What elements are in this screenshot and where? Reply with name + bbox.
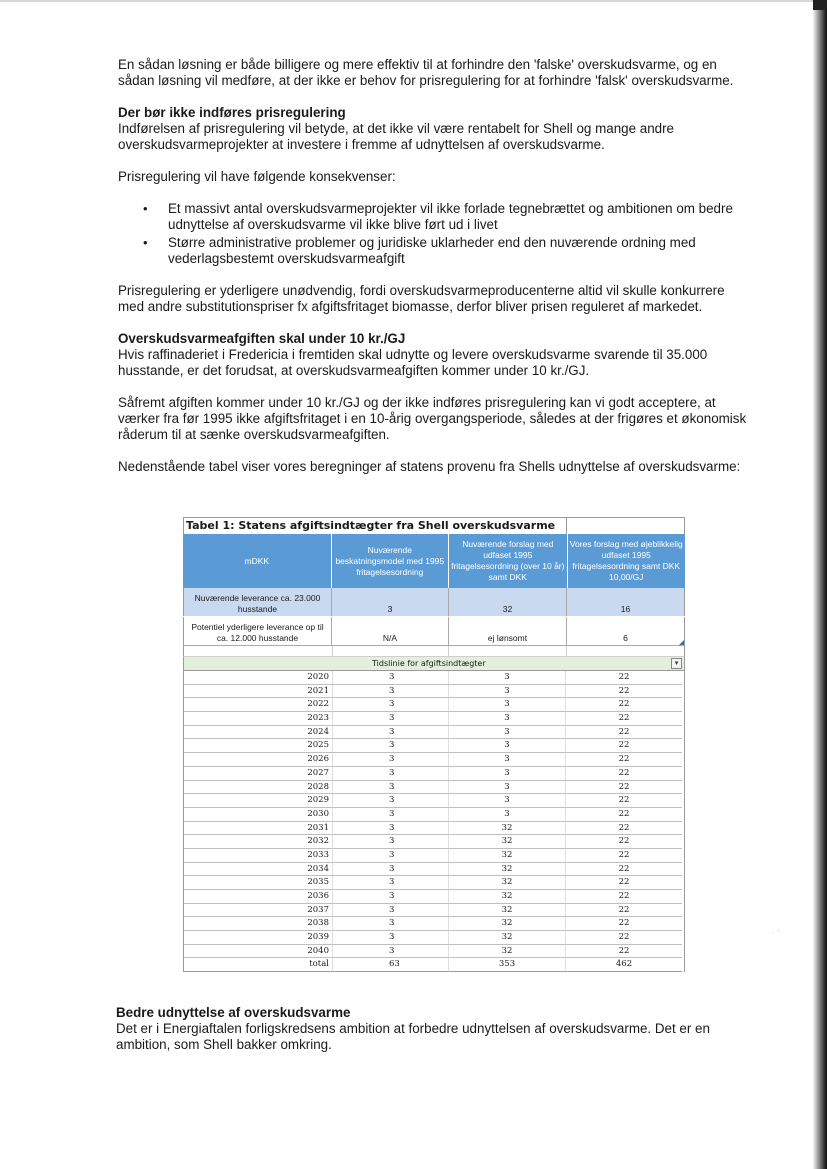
header-cell: Nuværende beskatningsmodel med 1995 fritagelsesordning <box>331 534 449 588</box>
table-title <box>183 517 685 534</box>
bullet-list <box>118 201 748 267</box>
timeline-year: 2035 <box>184 876 332 890</box>
timeline-value: 32 <box>448 835 565 849</box>
revenue-table <box>183 517 685 972</box>
timeline-year: 2031 <box>184 822 332 836</box>
scan-edge-top <box>0 0 827 2</box>
table-cell: 3 <box>331 588 448 616</box>
timeline-value: 3 <box>332 890 448 904</box>
timeline-year: 2032 <box>184 835 332 849</box>
timeline-value: 3 <box>332 794 448 808</box>
paragraph: En sådan løsning er både billigere og mere effektiv til at forhindre den 'falske' overskudsvarme, og en sådan løsning vil medføre, at der ikke er behov for prisregulering for at forhindre 'falsk' overskudsvarme. <box>118 57 734 88</box>
timeline-value: 3 <box>448 753 565 767</box>
timeline-year: 2023 <box>184 712 332 726</box>
timeline-value: 3 <box>448 726 565 740</box>
timeline-value: 3 <box>332 753 448 767</box>
table-cell: N/A <box>331 617 448 645</box>
timeline-value: 22 <box>565 794 682 808</box>
timeline-year: 2029 <box>184 794 332 808</box>
timeline-row <box>183 808 685 822</box>
timeline-row <box>183 863 685 877</box>
paragraph: Indførelsen af prisregulering vil betyde, at det ikke vil være rentabelt for Shell og mange andre overskudsvarmeprojekter at investere i fremme af udnyttelsen af overskudsvarme. <box>118 121 675 152</box>
timeline-value: 3 <box>332 671 448 685</box>
timeline-value: 3 <box>332 767 448 781</box>
scan-edge-right <box>813 0 827 1169</box>
document-body <box>118 57 748 491</box>
section-heading: Der bør ikke indføres prisregulering <box>118 105 346 120</box>
table-cell: 32 <box>448 588 566 616</box>
timeline-value: 32 <box>448 931 565 945</box>
timeline-row <box>183 945 685 959</box>
paragraph: Såfremt afgiften kommer under 10 kr./GJ og der ikke indføres prisregulering kan vi godt acceptere, at værker fra før 1995 ikke afgiftsfritaget i en 10-årig overgangsperiode, således at der frigøres et økonomisk råderum til at sænke overskudsvarmeafgiften. <box>118 395 747 442</box>
timeline-value: 22 <box>565 685 682 699</box>
timeline-year: 2040 <box>184 945 332 959</box>
timeline-year: 2034 <box>184 863 332 877</box>
timeline-value: 3 <box>332 808 448 822</box>
timeline-row <box>183 753 685 767</box>
timeline-value: 3 <box>332 698 448 712</box>
timeline-year: total <box>184 958 332 972</box>
timeline-year: 2039 <box>184 931 332 945</box>
timeline-row <box>183 726 685 740</box>
timeline-value: 22 <box>565 767 682 781</box>
timeline-row <box>183 794 685 808</box>
timeline-value: 22 <box>565 739 682 753</box>
timeline-value: 32 <box>448 917 565 931</box>
paragraph: Nedenstående tabel viser vores beregninger af statens provenu fra Shells udnyttelse af overskudsvarme: <box>118 459 741 474</box>
paragraph: Prisregulering vil have følgende konsekvenser: <box>118 169 396 184</box>
timeline-value: 22 <box>565 822 682 836</box>
table-row <box>183 617 685 646</box>
timeline-year: 2026 <box>184 753 332 767</box>
timeline-row <box>183 890 685 904</box>
timeline-value: 32 <box>448 822 565 836</box>
timeline-year: 2028 <box>184 781 332 795</box>
timeline-year: 2037 <box>184 904 332 918</box>
timeline-value: 22 <box>565 671 682 685</box>
timeline-value: 3 <box>448 712 565 726</box>
timeline-value: 22 <box>565 876 682 890</box>
timeline-row <box>183 849 685 863</box>
bullet-item: • Et massivt antal overskudsvarmeprojekter vil ikke forlade tegnebrættet og ambitionen om bedre udnyttelse af overskudsvarme vil ikke blive ført ud i livet <box>118 201 748 233</box>
timeline-value: 32 <box>448 904 565 918</box>
timeline-value: 22 <box>565 849 682 863</box>
timeline-value: 3 <box>332 781 448 795</box>
table-cell: 6 <box>566 617 685 645</box>
timeline-value: 3 <box>448 685 565 699</box>
table-cell: ej lønsomt <box>448 617 566 645</box>
paragraph: Det er i Energiaftalen forligskredsens ambition at forbedre udnyttelsen af overskudsvarme. Det er en ambition, som Shell bakker omkring. <box>116 1021 710 1052</box>
paragraph: Hvis raffinaderiet i Fredericia i fremtiden skal udnytte og levere overskudsvarme svarende til 35.000 husstande, er det forudsat, at overskudsvarmeafgiften kommer under 10 kr./GJ. <box>118 347 708 378</box>
timeline-value: 22 <box>565 835 682 849</box>
timeline-value: 3 <box>332 739 448 753</box>
timeline-label: Tidslinie for afgiftsindtægter <box>372 659 486 668</box>
timeline-value: 3 <box>332 863 448 877</box>
timeline-value: 3 <box>332 849 448 863</box>
timeline-row <box>183 835 685 849</box>
timeline-year: 2022 <box>184 698 332 712</box>
timeline-value: 3 <box>332 712 448 726</box>
timeline-value: 22 <box>565 890 682 904</box>
timeline-value: 22 <box>565 931 682 945</box>
timeline-row <box>183 958 685 972</box>
timeline-year: 2036 <box>184 890 332 904</box>
closing-section <box>116 1005 746 1053</box>
timeline-row <box>183 739 685 753</box>
timeline-year: 2020 <box>184 671 332 685</box>
timeline-row <box>183 822 685 836</box>
paragraph: Prisregulering er yderligere unødvendig, fordi overskudsvarmeproducenterne altid vil skulle konkurrere med andre substitutionspriser fx afgiftsfritaget biomasse, derfor bliver prisen reguleret af markedet. <box>118 283 725 314</box>
timeline-value: 3 <box>332 876 448 890</box>
timeline-value: 3 <box>332 945 448 959</box>
timeline-row <box>183 767 685 781</box>
timeline-value: 3 <box>332 822 448 836</box>
timeline-value: 3 <box>448 794 565 808</box>
timeline-value: 22 <box>565 917 682 931</box>
timeline-row <box>183 904 685 918</box>
timeline-value: 3 <box>332 685 448 699</box>
filter-dropdown-icon[interactable]: ▾ <box>671 658 682 669</box>
timeline-row <box>183 698 685 712</box>
timeline-value: 3 <box>332 917 448 931</box>
table-spacer-row <box>183 646 685 657</box>
row-label: Potentiel yderligere leverance op til ca. 12.000 husstande <box>183 617 331 645</box>
timeline-value: 22 <box>565 863 682 877</box>
timeline-value: 22 <box>565 904 682 918</box>
table-header <box>183 534 685 588</box>
section-heading: Bedre udnyttelse af overskudsvarme <box>116 1005 351 1020</box>
timeline-value: 462 <box>565 958 682 972</box>
timeline-value: 3 <box>448 739 565 753</box>
timeline-value: 3 <box>448 808 565 822</box>
timeline-year: 2033 <box>184 849 332 863</box>
timeline-body <box>183 671 685 972</box>
timeline-year: 2038 <box>184 917 332 931</box>
header-cell: Nuværende forslag med udfaset 1995 fritagelsesordning (over 10 år) samt DKK <box>448 534 566 588</box>
header-cell: mDKK <box>244 555 270 566</box>
section-heading: Overskudsvarmeafgiften skal under 10 kr./GJ <box>118 331 406 346</box>
timeline-year: 2024 <box>184 726 332 740</box>
timeline-year: 2027 <box>184 767 332 781</box>
timeline-value: 3 <box>448 698 565 712</box>
timeline-value: 22 <box>565 698 682 712</box>
timeline-value: 3 <box>332 726 448 740</box>
timeline-row <box>183 931 685 945</box>
timeline-value: 3 <box>332 904 448 918</box>
timeline-value: 22 <box>565 712 682 726</box>
timeline-value: 3 <box>448 767 565 781</box>
timeline-row <box>183 671 685 685</box>
timeline-year: 2021 <box>184 685 332 699</box>
cell-resize-handle[interactable] <box>679 640 684 645</box>
timeline-value: 3 <box>448 781 565 795</box>
timeline-year: 2030 <box>184 808 332 822</box>
timeline-row <box>183 712 685 726</box>
timeline-value: 3 <box>332 931 448 945</box>
timeline-value: 22 <box>565 808 682 822</box>
timeline-value: 353 <box>448 958 565 972</box>
header-cell: Vores forslag med øjeblikkelig udfaset 1995 fritagelsesordning samt DKK 10,00/GJ <box>567 534 685 588</box>
scan-speckle: · ⁖ <box>771 927 782 938</box>
timeline-value: 32 <box>448 890 565 904</box>
timeline-row <box>183 781 685 795</box>
timeline-value: 22 <box>565 726 682 740</box>
bullet-item: • Større administrative problemer og juridiske uklarheder end den nuværende ordning med vederlagsbestemt overskudsvarmeafgift <box>118 235 748 267</box>
row-label: Nuværende leverance ca. 23.000 husstande <box>183 588 331 616</box>
table-cell: 16 <box>566 588 685 616</box>
timeline-value: 3 <box>448 671 565 685</box>
timeline-row <box>183 685 685 699</box>
timeline-row <box>183 917 685 931</box>
timeline-value: 22 <box>565 781 682 795</box>
timeline-row <box>183 876 685 890</box>
timeline-year: 2025 <box>184 739 332 753</box>
table-title-text: Tabel 1: Statens afgiftsindtægter fra Shell overskudsvarme <box>186 519 556 532</box>
timeline-header <box>183 657 685 671</box>
timeline-value: 32 <box>448 945 565 959</box>
scan-edge-corner <box>813 0 827 10</box>
timeline-value: 22 <box>565 945 682 959</box>
timeline-value: 32 <box>448 863 565 877</box>
timeline-value: 3 <box>332 835 448 849</box>
timeline-value: 63 <box>332 958 448 972</box>
timeline-value: 22 <box>565 753 682 767</box>
table-row <box>183 588 685 617</box>
timeline-value: 32 <box>448 849 565 863</box>
timeline-value: 32 <box>448 876 565 890</box>
